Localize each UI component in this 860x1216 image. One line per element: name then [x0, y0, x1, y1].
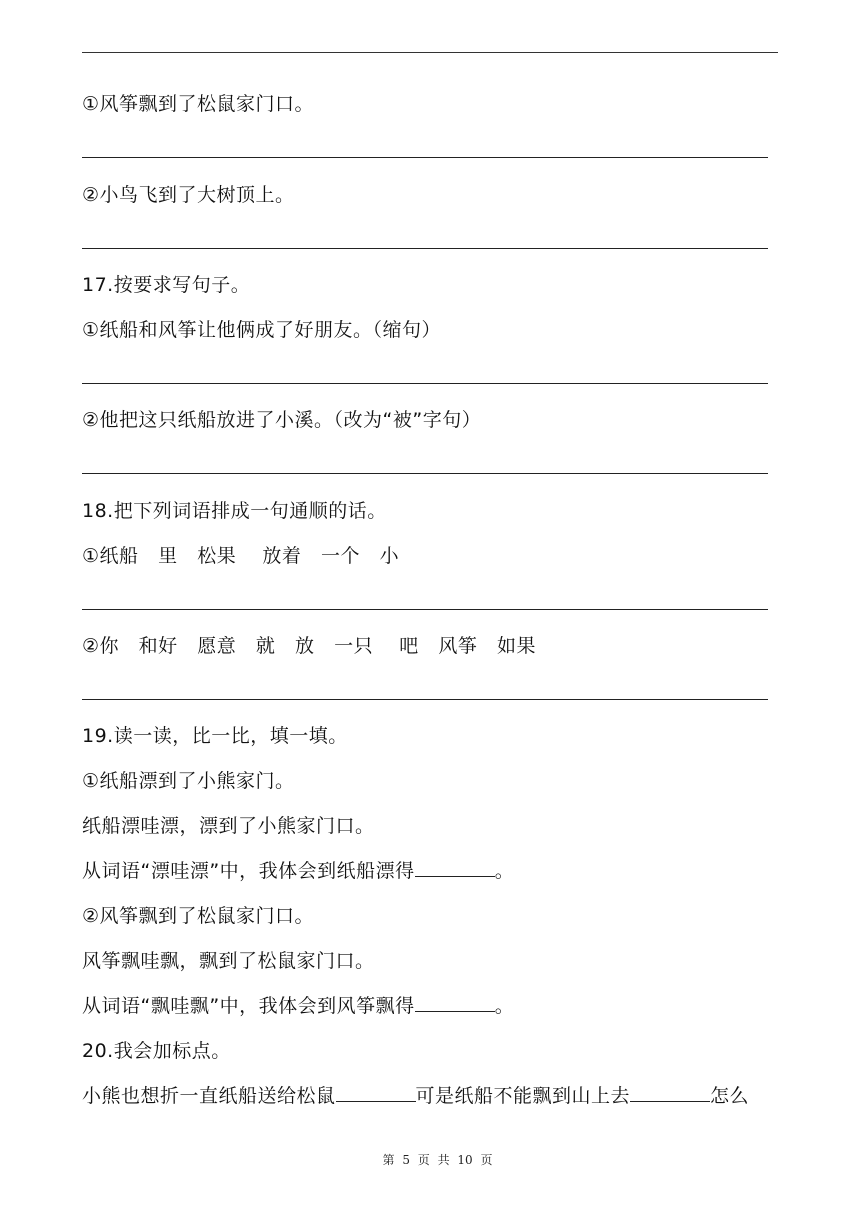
punct-blank-2[interactable]: [630, 1083, 710, 1102]
q20-text-a: 小熊也想折一直纸船送给松鼠: [82, 1085, 336, 1107]
q19-line-6-end: 。: [494, 995, 515, 1017]
page-number: 第 5 页 共 10 页: [382, 1153, 493, 1167]
q20-text-c: 怎么: [710, 1085, 750, 1107]
answer-line-q17-1[interactable]: [82, 383, 768, 384]
q19-line-3-text: 从词语“漂哇漂”中，我体会到纸船漂得: [82, 860, 415, 882]
q16-item-2: ②小鸟飞到了大树顶上。: [82, 184, 295, 206]
q17-heading: 17.按要求写句子。: [82, 274, 251, 296]
q19-line-3: [82, 857, 514, 885]
q20-heading: 20.我会加标点。: [82, 1040, 231, 1062]
fill-blank-1[interactable]: [415, 858, 495, 877]
q19-line-2: 纸船漂哇漂，漂到了小熊家门口。: [82, 815, 375, 837]
q19-item-1: ①纸船漂到了小熊家门。: [82, 770, 295, 792]
q19-heading: 19.读一读，比一比，填一填。: [82, 725, 348, 747]
q17-item-2: ②他把这只纸船放进了小溪。（改为“被”字句）: [82, 409, 482, 431]
q17-item-1: ①纸船和风筝让他俩成了好朋友。（缩句）: [82, 319, 442, 341]
answer-line-q16-1[interactable]: [82, 157, 768, 158]
answer-line-q18-1[interactable]: [82, 609, 768, 610]
q18-item-1: ①纸船 里 松果 放着 一个 小: [82, 545, 400, 567]
q19-line-5: 风筝飘哇飘，飘到了松鼠家门口。: [82, 950, 375, 972]
punct-blank-1[interactable]: [336, 1083, 416, 1102]
answer-line-q17-2[interactable]: [82, 473, 768, 474]
q18-heading: 18.把下列词语排成一句通顺的话。: [82, 500, 387, 522]
q20-text: [82, 1082, 749, 1110]
q19-line-3-end: 。: [494, 860, 515, 882]
q20-text-b: 可是纸船不能飘到山上去: [415, 1085, 631, 1107]
answer-line-q16-2[interactable]: [82, 248, 768, 249]
answer-line-q18-2[interactable]: [82, 699, 768, 700]
q19-line-6: [82, 992, 514, 1020]
fill-blank-2[interactable]: [415, 993, 495, 1012]
q18-item-2: ②你 和好 愿意 就 放 一只 吧 风筝 如果: [82, 635, 537, 657]
q16-item-1: ①风筝飘到了松鼠家门口。: [82, 93, 315, 115]
q19-item-2: ②风筝飘到了松鼠家门口。: [82, 905, 315, 927]
q19-line-6-text: 从词语“飘哇飘”中，我体会到风筝飘得: [82, 995, 415, 1017]
header-rule: [82, 52, 778, 53]
